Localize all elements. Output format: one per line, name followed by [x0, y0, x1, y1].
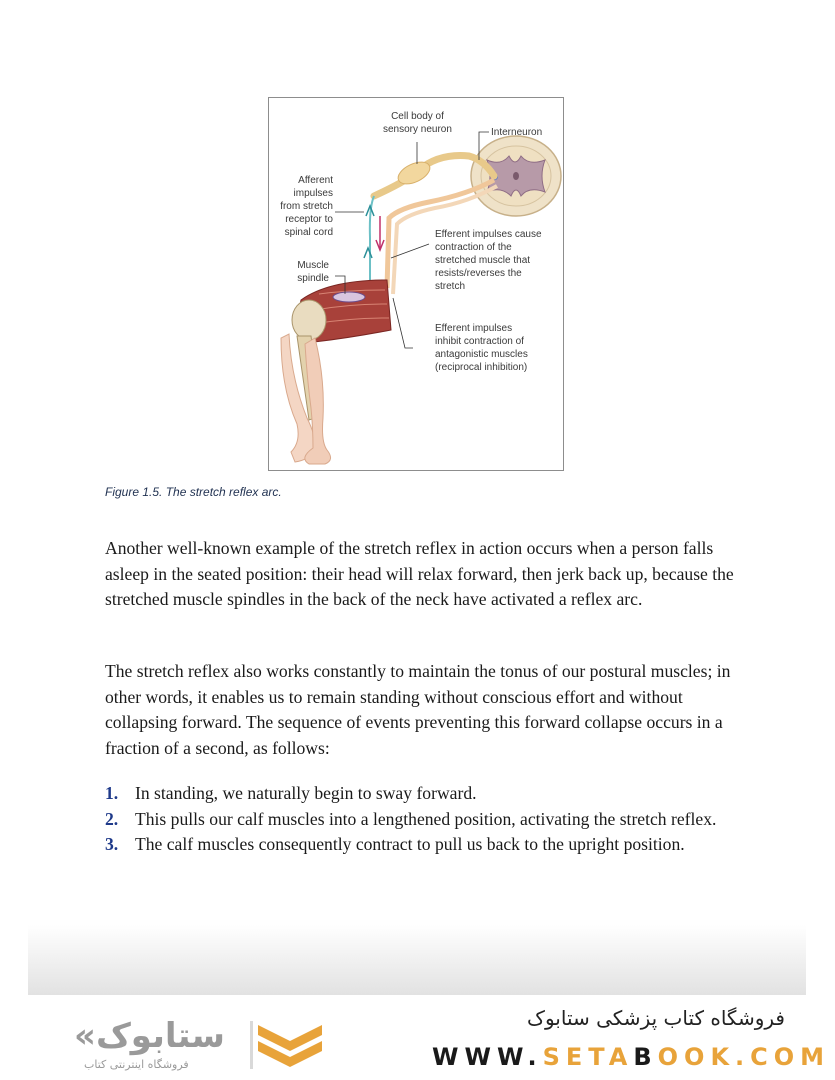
url-part: SETA [542, 1043, 634, 1071]
label-efferent-inhibit: Efferent impulses inhibit contraction of antagonistic muscles (reciprocal inhibition) [435, 323, 528, 373]
list-text: The calf muscles consequently contract to pull us back to the upright position. [135, 834, 685, 854]
label-cell-body: Cell body of sensory neuron [383, 111, 452, 135]
setabook-chevron-logo-icon [250, 1017, 328, 1073]
list-item [105, 807, 745, 833]
list-number: 2. [105, 808, 119, 829]
numbered-list [105, 781, 745, 858]
label-muscle-spindle: Muscle spindle [297, 260, 329, 284]
paragraph-1: Another well-known example of the stretch reflex in action occurs when a person falls asleep in the seated position: their head will relax forward, then jerk back up, because the stretched muscle spindles in the back of the neck have activated a reflex arc. [105, 538, 734, 609]
url-part: WWW. [432, 1043, 543, 1071]
list-item [105, 832, 745, 858]
muscle-spindle-icon [333, 292, 365, 302]
shop-name: فروشگاه کتاب پزشکی ستابوک [527, 1006, 785, 1030]
site-url-link[interactable] [432, 1043, 830, 1071]
url-part: B [633, 1043, 658, 1071]
list-item [105, 781, 745, 807]
label-afferent: Afferent impulses from stretch receptor to spinal cord [280, 175, 333, 238]
label-interneuron: Interneuron [491, 127, 543, 138]
list-text: This pulls our calf muscles into a lengthened position, activating the stretch reflex. [135, 808, 717, 829]
list-number: 1. [105, 783, 119, 803]
list-text: In standing, we naturally begin to sway forward. [135, 783, 477, 803]
spinal-cord-icon [471, 136, 561, 216]
url-part: OOK.COM [657, 1043, 831, 1071]
list-number: 3. [105, 834, 119, 854]
paragraph-2: The stretch reflex also works constantly to maintain the tonus of our postural muscles; in other words, it enables us to remain standing without conscious effort and without collapsing forward. The sequence of events preventing this forward collapse occurs in a fraction of a second, as follows: [105, 661, 731, 758]
page-fade [28, 925, 806, 995]
figure-caption: Figure 1.5. The stretch reflex arc. [105, 485, 282, 499]
setabook-wordmark[interactable]: «ستابوک [74, 1016, 225, 1056]
label-efferent-cause: Efferent impulses cause contraction of the stretched muscle that resists/reverses the stretch [435, 229, 542, 292]
figure-stretch-reflex [268, 97, 564, 471]
setabook-subtitle: فروشگاه اینترنتی کتاب [84, 1058, 189, 1071]
